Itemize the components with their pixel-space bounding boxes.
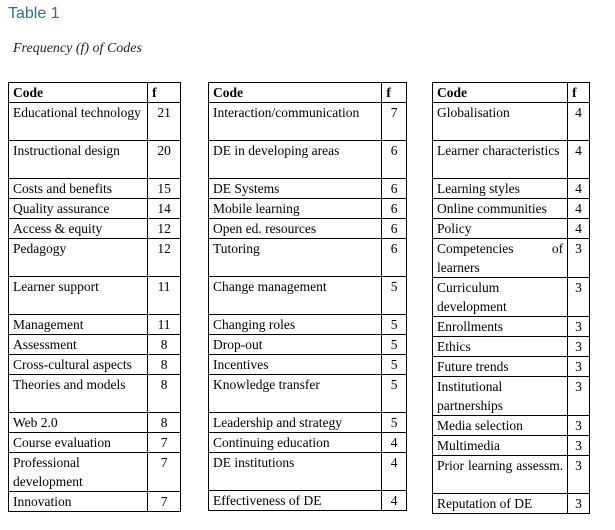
code-cell: Incentives — [209, 355, 382, 375]
table-row — [433, 317, 590, 337]
code-cell: DE in developing areas — [209, 141, 382, 179]
frequency-cell: 11 — [148, 277, 181, 315]
code-cell: Web 2.0 — [9, 413, 148, 433]
code-cell: Drop-out — [209, 335, 382, 355]
table-row — [209, 491, 407, 511]
table-row — [209, 453, 407, 491]
frequency-cell: 5 — [382, 315, 407, 335]
table-row — [9, 492, 181, 512]
code-cell: Multimedia — [433, 436, 568, 456]
table-row — [433, 199, 590, 219]
code-cell: Globalisation — [433, 103, 568, 141]
code-cell: Learner support — [9, 277, 148, 315]
frequency-cell: 3 — [568, 377, 590, 416]
code-cell: Prior learning assessm. — [433, 456, 568, 494]
table-row — [9, 219, 181, 239]
code-cell: Change management — [209, 277, 382, 315]
table-row — [209, 277, 407, 315]
table-row — [9, 315, 181, 335]
code-cell: Quality assurance — [9, 199, 148, 219]
code-cell: Instructional design — [9, 141, 148, 179]
frequency-cell: 6 — [382, 239, 407, 277]
table-row — [209, 239, 407, 277]
table-caption: Frequency (f) of Codes — [13, 41, 142, 56]
frequency-cell: 5 — [382, 355, 407, 375]
frequency-cell: 8 — [148, 355, 181, 375]
table-row — [209, 179, 407, 199]
table-label: Table 1 — [8, 5, 60, 22]
table-row — [209, 335, 407, 355]
code-cell: Institutional partnerships — [433, 377, 568, 416]
frequency-cell: 8 — [148, 335, 181, 355]
table-row — [433, 456, 590, 494]
frequency-cell: 7 — [148, 492, 181, 512]
frequency-cell: 3 — [568, 337, 590, 357]
code-cell: Open ed. resources — [209, 219, 382, 239]
header-code: Code — [9, 83, 148, 103]
table-row — [9, 433, 181, 453]
table-row — [433, 436, 590, 456]
frequency-cell: 4 — [568, 141, 590, 179]
table-row — [209, 413, 407, 433]
code-cell: Effectiveness of DE — [209, 491, 382, 511]
frequency-cell: 4 — [568, 199, 590, 219]
table-row — [9, 355, 181, 375]
frequency-cell: 6 — [382, 141, 407, 179]
code-cell: Ethics — [433, 337, 568, 357]
code-cell: Learning styles — [433, 179, 568, 199]
code-cell: Changing roles — [209, 315, 382, 335]
frequency-cell: 4 — [568, 219, 590, 239]
code-cell: Media selection — [433, 416, 568, 436]
frequency-cell: 3 — [568, 239, 590, 278]
table-row — [433, 377, 590, 416]
frequency-cell: 4 — [382, 453, 407, 491]
frequency-cell: 5 — [382, 335, 407, 355]
frequency-cell: 3 — [568, 456, 590, 494]
code-cell: Continuing education — [209, 433, 382, 453]
frequency-cell: 3 — [568, 436, 590, 456]
table-row — [433, 357, 590, 377]
frequency-cell: 8 — [148, 375, 181, 413]
table-row — [9, 277, 181, 315]
frequency-cell: 3 — [568, 278, 590, 317]
frequency-cell: 3 — [568, 317, 590, 337]
table-row — [433, 494, 590, 514]
code-cell: Policy — [433, 219, 568, 239]
frequency-cell: 4 — [382, 433, 407, 453]
table-row — [433, 179, 590, 199]
code-cell: Costs and benefits — [9, 179, 148, 199]
frequency-cell: 12 — [148, 239, 181, 277]
header-f: f — [148, 83, 181, 103]
table-row — [9, 103, 181, 141]
frequency-cell: 7 — [148, 453, 181, 492]
frequency-cell: 4 — [568, 103, 590, 141]
table-row — [433, 416, 590, 436]
table-row — [209, 199, 407, 219]
table-row — [433, 337, 590, 357]
table-row — [209, 141, 407, 179]
frequency-cell: 5 — [382, 413, 407, 433]
table-row — [433, 103, 590, 141]
table-row — [433, 141, 590, 179]
frequency-cell: 3 — [568, 416, 590, 436]
table-row — [209, 375, 407, 413]
frequency-cell: 3 — [568, 494, 590, 514]
code-cell: Competencies of learners — [433, 239, 568, 278]
code-cell: Access & equity — [9, 219, 148, 239]
code-cell: Theories and models — [9, 375, 148, 413]
code-cell: Innovation — [9, 492, 148, 512]
table-row — [9, 141, 181, 179]
code-cell: Curriculum development — [433, 278, 568, 317]
frequency-cell: 5 — [382, 277, 407, 315]
frequency-cell: 7 — [148, 433, 181, 453]
table-row — [9, 335, 181, 355]
table-row — [209, 219, 407, 239]
table-row — [433, 219, 590, 239]
frequency-cell: 11 — [148, 315, 181, 335]
table-row — [433, 278, 590, 317]
code-cell: Leadership and strategy — [209, 413, 382, 433]
header-code: Code — [209, 83, 382, 103]
code-cell: Assessment — [9, 335, 148, 355]
code-cell: Mobile learning — [209, 199, 382, 219]
code-cell: Learner characteristics — [433, 141, 568, 179]
frequency-cell: 5 — [382, 375, 407, 413]
code-cell: DE Systems — [209, 179, 382, 199]
frequency-cell: 8 — [148, 413, 181, 433]
header-code: Code — [433, 83, 568, 103]
table-row — [9, 413, 181, 433]
frequency-cell: 3 — [568, 357, 590, 377]
code-cell: Professional development — [9, 453, 148, 492]
frequency-cell: 7 — [382, 103, 407, 141]
frequency-cell: 4 — [568, 179, 590, 199]
table-row — [209, 103, 407, 141]
table-row — [9, 453, 181, 492]
code-cell: Reputation of DE — [433, 494, 568, 514]
code-cell: Knowledge transfer — [209, 375, 382, 413]
header-f: f — [382, 83, 407, 103]
frequency-cell: 12 — [148, 219, 181, 239]
frequency-cell: 20 — [148, 141, 181, 179]
frequency-cell: 4 — [382, 491, 407, 511]
code-table-3 — [432, 82, 590, 514]
code-table-2 — [208, 82, 407, 511]
code-cell: Course evaluation — [9, 433, 148, 453]
code-cell: Enrollments — [433, 317, 568, 337]
frequency-cell: 21 — [148, 103, 181, 141]
code-cell: DE institutions — [209, 453, 382, 491]
frequency-cell: 6 — [382, 199, 407, 219]
table-row — [9, 199, 181, 219]
table-row — [209, 355, 407, 375]
code-cell: Future trends — [433, 357, 568, 377]
table-row — [9, 179, 181, 199]
header-f: f — [568, 83, 590, 103]
table-row — [433, 239, 590, 278]
frequency-cell: 6 — [382, 179, 407, 199]
code-table-1 — [8, 82, 181, 512]
table-row — [9, 375, 181, 413]
table-row — [209, 315, 407, 335]
frequency-cell: 14 — [148, 199, 181, 219]
code-cell: Interaction/communication — [209, 103, 382, 141]
code-cell: Tutoring — [209, 239, 382, 277]
frequency-cell: 15 — [148, 179, 181, 199]
code-cell: Online communities — [433, 199, 568, 219]
table-row — [209, 433, 407, 453]
code-cell: Educational technology — [9, 103, 148, 141]
table-row — [9, 239, 181, 277]
code-cell: Management — [9, 315, 148, 335]
code-cell: Cross-cultural aspects — [9, 355, 148, 375]
frequency-cell: 6 — [382, 219, 407, 239]
code-cell: Pedagogy — [9, 239, 148, 277]
